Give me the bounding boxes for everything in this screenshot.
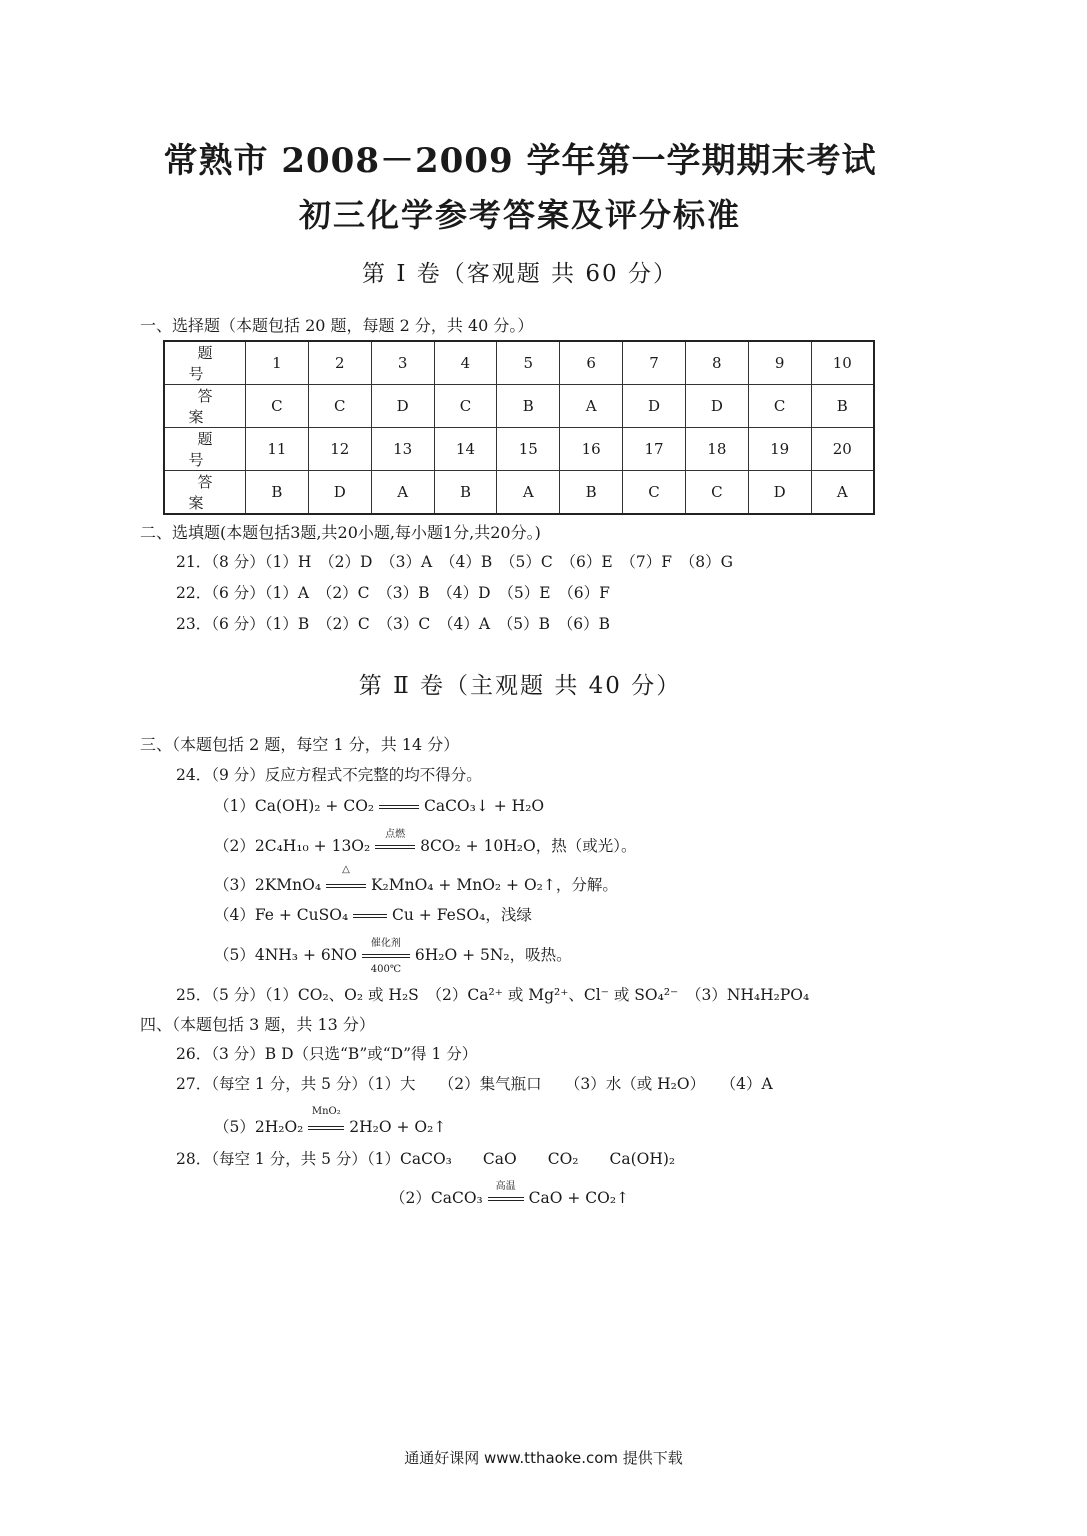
table-cell: B	[497, 385, 560, 428]
part2-title: 第 Ⅱ 卷（主观题 共 40 分）	[358, 673, 682, 699]
table-row	[164, 428, 874, 471]
q24-intro: 24．（9 分）反应方程式不完整的均不得分。	[176, 766, 482, 784]
section2-heading: 二、选填题(本题包括3题,共20小题,每小题1分,共20分。)	[140, 523, 541, 542]
reaction-arrow	[362, 938, 410, 975]
answer-line-21: 21．（8 分）（1）H （2）D （3）A （4）B （5）C （6）E （7）F （8）G	[176, 553, 733, 571]
footer-text: 通通好课网 www.tthaoke.com 提供下载	[404, 1449, 683, 1467]
eq-right: K₂MnO₄ + MnO₂ + O₂↑，分解。	[366, 876, 618, 894]
table-cell: 9	[748, 341, 811, 385]
reaction-arrow	[308, 1106, 344, 1136]
eq-left: （2）2C₄H₁₀ + 13O₂	[214, 837, 376, 855]
table-cell: D	[748, 471, 811, 515]
equation-24-3	[214, 864, 618, 895]
table-cell: 17	[623, 428, 686, 471]
equation-24-1	[214, 794, 544, 816]
equals-sign	[379, 797, 419, 815]
eq-right: CaCO₃↓ + H₂O	[419, 797, 545, 815]
table-cell: 10	[811, 341, 874, 385]
part1-title: 第 Ⅰ 卷（客观题 共 60 分）	[362, 261, 678, 287]
table-cell: C	[685, 471, 748, 515]
table-cell: D	[685, 385, 748, 428]
eq-left: （1）Ca(OH)₂ + CO₂	[214, 797, 380, 815]
equals-sign	[353, 906, 387, 924]
table-cell: C	[748, 385, 811, 428]
row-label: 答案	[164, 471, 246, 515]
section1-heading: 一、选择题（本题包括 20 题，每题 2 分，共 40 分。）	[140, 316, 534, 335]
table-cell: 7	[623, 341, 686, 385]
section4-heading: 四、（本题包括 3 题，共 13 分）	[140, 1015, 375, 1034]
equation-28-2	[390, 1181, 630, 1208]
eq-right: Cu + FeSO₄，浅绿	[387, 906, 532, 924]
table-cell: C	[434, 385, 497, 428]
eq-right: 2H₂O + O₂↑	[344, 1118, 447, 1136]
table-cell: 1	[246, 341, 309, 385]
table-cell: C	[308, 385, 371, 428]
table-cell: 8	[685, 341, 748, 385]
table-cell: 16	[560, 428, 623, 471]
eq-condition: △	[342, 864, 350, 875]
table-cell: A	[497, 471, 560, 515]
eq-left: （4）Fe + CuSO₄	[214, 906, 354, 924]
row-label: 题号	[164, 428, 246, 471]
table-row	[164, 385, 874, 428]
table-cell: B	[560, 471, 623, 515]
table-cell: A	[560, 385, 623, 428]
eq-condition: 高温	[495, 1181, 516, 1192]
table-cell: 2	[308, 341, 371, 385]
reaction-arrow	[375, 829, 415, 855]
reaction-arrow	[488, 1181, 524, 1207]
table-cell: 12	[308, 428, 371, 471]
table-cell: D	[308, 471, 371, 515]
table-cell: 5	[497, 341, 560, 385]
table-cell: 14	[434, 428, 497, 471]
eq-right: 6H₂O + 5N₂，吸热。	[409, 946, 572, 964]
table-cell: B	[434, 471, 497, 515]
table-cell: 13	[371, 428, 434, 471]
table-cell: A	[371, 471, 434, 515]
equation-27-5	[214, 1106, 447, 1137]
table-cell: B	[811, 385, 874, 428]
table-cell: B	[246, 471, 309, 515]
reaction-arrow	[326, 864, 366, 894]
table-cell: 3	[371, 341, 434, 385]
table-cell: D	[623, 385, 686, 428]
table-cell: D	[371, 385, 434, 428]
answer-line-27: 27．（每空 1 分，共 5 分）（1）大 （2）集气瓶口 （3）水（或 H₂O） （4）A	[176, 1075, 773, 1093]
eq-left: （5）4NH₃ + 6NO	[214, 946, 362, 964]
row-label: 答案	[164, 385, 246, 428]
table-cell: 4	[434, 341, 497, 385]
table-cell: 15	[497, 428, 560, 471]
answer-line-22: 22．（6 分）（1）A （2）C （3）B （4）D （5）E （6）F	[176, 584, 610, 602]
table-cell: 19	[748, 428, 811, 471]
eq-left: （2）CaCO₃	[390, 1189, 488, 1207]
eq-right: CaO + CO₂↑	[523, 1189, 630, 1207]
table-cell: 11	[246, 428, 309, 471]
answer-line-23: 23．（6 分）（1）B （2）C （3）C （4）A （5）B （6）B	[176, 615, 611, 633]
table-cell: A	[811, 471, 874, 515]
table-cell: C	[246, 385, 309, 428]
table-cell: 20	[811, 428, 874, 471]
eq-condition-bottom: 400℃	[370, 964, 402, 975]
table-row	[164, 341, 874, 385]
equation-24-5	[214, 938, 572, 975]
row-label: 题号	[164, 341, 246, 385]
equation-24-4	[214, 903, 532, 925]
table-cell: 18	[685, 428, 748, 471]
eq-condition: 催化剂	[370, 938, 401, 949]
answer-table	[163, 340, 875, 515]
eq-right: 8CO₂ + 10H₂O，热（或光）。	[415, 837, 637, 855]
eq-left: （3）2KMnO₄	[214, 876, 327, 894]
title-line-2: 初三化学参考答案及评分标准	[298, 196, 741, 234]
eq-left: （5）2H₂O₂	[214, 1118, 309, 1136]
eq-condition: 点燃	[385, 829, 406, 840]
equation-24-2	[214, 829, 637, 856]
table-row	[164, 471, 874, 515]
title-line-1: 常熟市 2008－2009 学年第一学期期末考试	[163, 141, 877, 181]
eq-condition: MnO₂	[311, 1106, 341, 1117]
table-cell: C	[623, 471, 686, 515]
section3-heading: 三、（本题包括 2 题，每空 1 分，共 14 分）	[140, 735, 460, 754]
answer-line-26: 26．（3 分）B D（只选“B”或“D”得 1 分）	[176, 1045, 478, 1063]
answer-line-25: 25．（5 分）（1）CO₂、O₂ 或 H₂S （2）Ca²⁺ 或 Mg²⁺、Cl⁻ 或 SO₄²⁻ （3）NH₄H₂PO₄	[176, 986, 810, 1004]
table-cell: 6	[560, 341, 623, 385]
answer-line-28: 28．（每空 1 分，共 5 分）（1）CaCO₃ CaO CO₂ Ca(OH)₂	[176, 1150, 676, 1168]
